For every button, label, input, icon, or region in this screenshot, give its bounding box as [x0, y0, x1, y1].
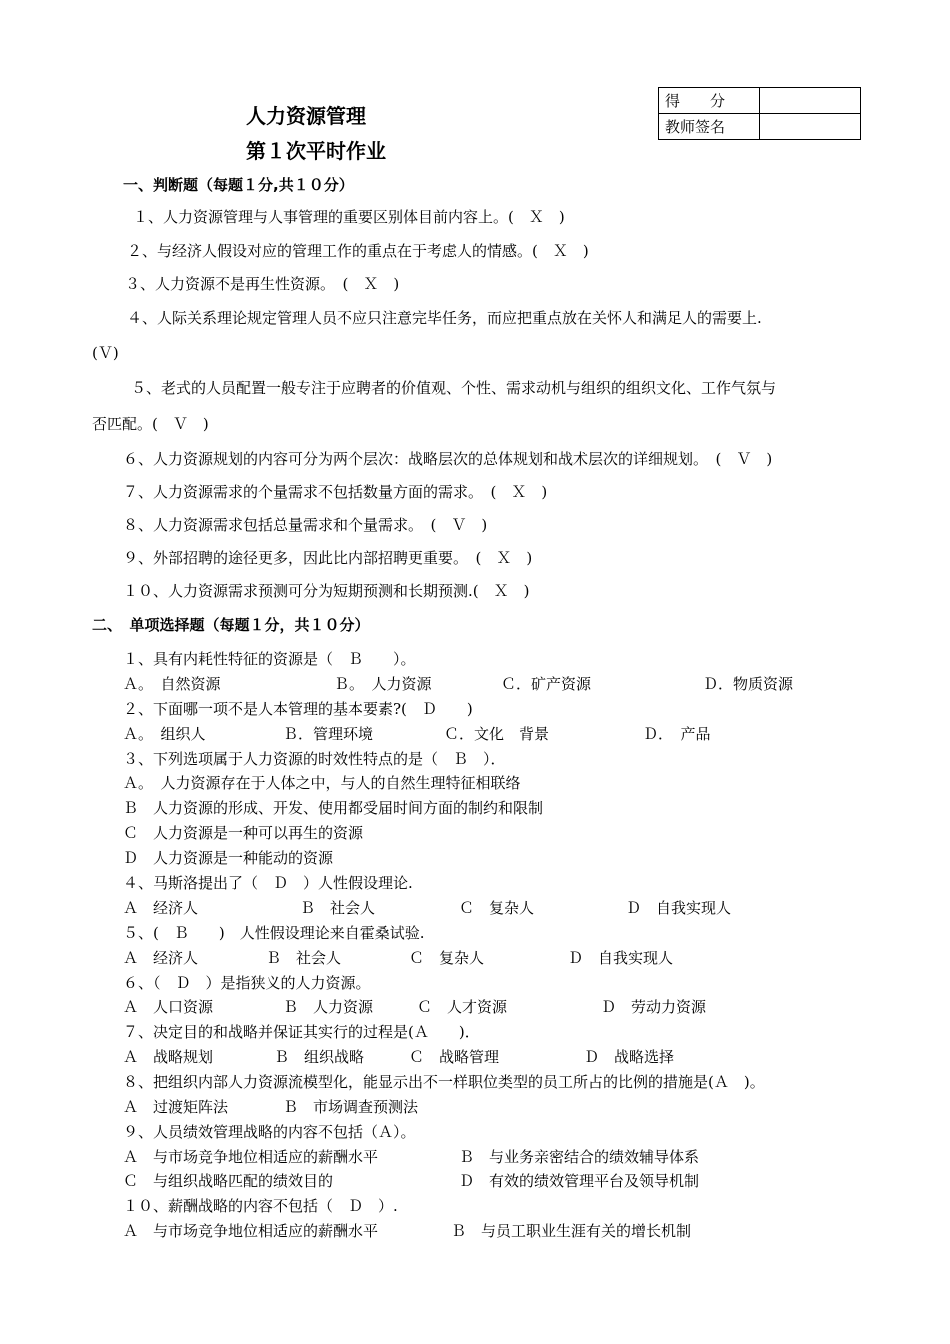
question-item-continued: (Ｖ): [92, 344, 119, 362]
score-label: 得 分: [659, 88, 760, 114]
question-stem: １、具有内耗性特征的资源是（ Ｂ ）。: [123, 650, 416, 668]
option-b: Ｂ 人力资源: [283, 998, 374, 1016]
score-table: [658, 87, 861, 140]
question-item: １０、人力资源需求预测可分为短期预测和长期预测.( Ｘ ): [123, 582, 530, 600]
option-a: Ａ 过渡矩阵法: [123, 1098, 229, 1116]
question-stem: ４、马斯洛提出了（ Ｄ ）人性假设理论.: [123, 874, 413, 892]
option-a: Ａ 经济人: [123, 899, 199, 917]
teacher-signature-label: 教师签名: [659, 114, 760, 140]
section-heading-true-false: 一、判断题（每题１分,共１０分）: [123, 176, 354, 194]
option-c: Ｃ．矿产资源: [501, 675, 592, 693]
option-b: Ｂ 社会人: [300, 899, 376, 917]
option-a: Ａ。 自然资源: [123, 675, 221, 693]
document-title: 人力资源管理: [246, 104, 366, 128]
question-item: ７、人力资源需求的个量需求不包括数量方面的需求。 ( Ｘ ): [123, 483, 548, 501]
question-stem: ９、人员绩效管理战略的内容不包括（Ａ）。: [123, 1123, 416, 1141]
question-item: １、人力资源管理与人事管理的重要区别体目前内容上。( Ｘ ): [133, 208, 565, 226]
question-stem: ６、（ Ｄ ）是指狭义的人力资源。: [123, 974, 371, 992]
option-a: Ａ 战略规划: [123, 1048, 214, 1066]
option-d: Ｄ．物质资源: [703, 675, 794, 693]
option-c: Ｃ 复杂人: [459, 899, 535, 917]
question-item-continued: 否匹配。( Ｖ ): [92, 415, 209, 433]
question-stem: ３、下列选项属于人力资源的时效性特点的是（ Ｂ ）．: [123, 750, 506, 768]
question-item: ９、外部招聘的途径更多，因此比内部招聘更重要。 ( Ｘ ): [123, 549, 533, 567]
option-a: Ａ 人口资源: [123, 998, 214, 1016]
option-b: Ｂ 与员工职业生涯有关的增长机制: [451, 1222, 692, 1240]
option-d: Ｄ 有效的绩效管理平台及领导机制: [459, 1172, 700, 1190]
option-c: Ｃ 人才资源: [417, 998, 508, 1016]
option-c: Ｃ 人力资源是一种可以再生的资源: [123, 824, 364, 842]
assignment-subtitle: 第１次平时作业: [246, 139, 386, 163]
question-stem: ７、决定目的和战略并保证其实行的过程是(Ａ )．: [123, 1023, 480, 1041]
option-a: Ａ。 组织人: [123, 725, 206, 743]
option-a: Ａ。 人力资源存在于人体之中，与人的自然生理特征相联络: [123, 774, 521, 792]
score-value: [760, 88, 861, 114]
option-d: Ｄ 劳动力资源: [601, 998, 707, 1016]
option-c: Ｃ 与组织战略匹配的绩效目的: [123, 1172, 334, 1190]
question-item: ２、与经济人假设对应的管理工作的重点在于考虑人的情感。( Ｘ ): [127, 242, 589, 260]
question-item: ８、人力资源需求包括总量需求和个量需求。 ( Ｖ ): [123, 516, 488, 534]
option-c: Ｃ 复杂人: [409, 949, 485, 967]
option-a: Ａ 与市场竞争地位相适应的薪酬水平: [123, 1222, 379, 1240]
section-heading-single-choice: 二、 单项选择题（每题１分，共１０分）: [92, 616, 370, 634]
question-stem: ２、下面哪一项不是人本管理的基本要素?( Ｄ ): [123, 700, 473, 718]
question-stem: １０、薪酬战略的内容不包括（ Ｄ ）.: [123, 1197, 398, 1215]
option-a: Ａ 与市场竞争地位相适应的薪酬水平: [123, 1148, 379, 1166]
question-item: ６、人力资源规划的内容可分为两个层次：战略层次的总体规划和战术层次的详细规划。 ( Ｖ ): [123, 450, 773, 468]
question-item: ４、人际关系理论规定管理人员不应只注意完毕任务，而应把重点放在关怀人和满足人的需要上.: [127, 309, 762, 327]
question-stem: ８、把组织内部人力资源流模型化，能显示出不一样职位类型的员工所占的比例的措施是(Ａ )。: [123, 1073, 765, 1091]
question-item: ３、人力资源不是再生性资源。 ( Ｘ ): [125, 275, 400, 293]
option-b: Ｂ 人力资源的形成、开发、使用都受届时间方面的制约和限制: [123, 799, 544, 817]
option-b: Ｂ 社会人: [266, 949, 342, 967]
option-b: Ｂ．管理环境: [283, 725, 374, 743]
option-b: Ｂ 市场调查预测法: [283, 1098, 419, 1116]
option-d: Ｄ． 产品: [643, 725, 711, 743]
option-c: Ｃ 战略管理: [409, 1048, 500, 1066]
option-c: Ｃ．文化 背景: [444, 725, 550, 743]
option-d: Ｄ 自我实现人: [626, 899, 732, 917]
teacher-signature-value: [760, 114, 861, 140]
option-a: Ａ 经济人: [123, 949, 199, 967]
option-d: Ｄ 人力资源是一种能动的资源: [123, 849, 334, 867]
question-item: ５、老式的人员配置一般专注于应聘者的价值观、个性、需求动机与组织的组织文化、工作气氛与: [131, 379, 777, 397]
option-b: Ｂ 与业务亲密结合的绩效辅导体系: [459, 1148, 700, 1166]
question-stem: ５、( Ｂ ) 人性假设理论来自霍桑试验.: [123, 924, 425, 942]
option-d: Ｄ 战略选择: [584, 1048, 675, 1066]
option-d: Ｄ 自我实现人: [568, 949, 674, 967]
option-b: Ｂ 组织战略: [274, 1048, 365, 1066]
option-b: Ｂ。 人力资源: [334, 675, 432, 693]
